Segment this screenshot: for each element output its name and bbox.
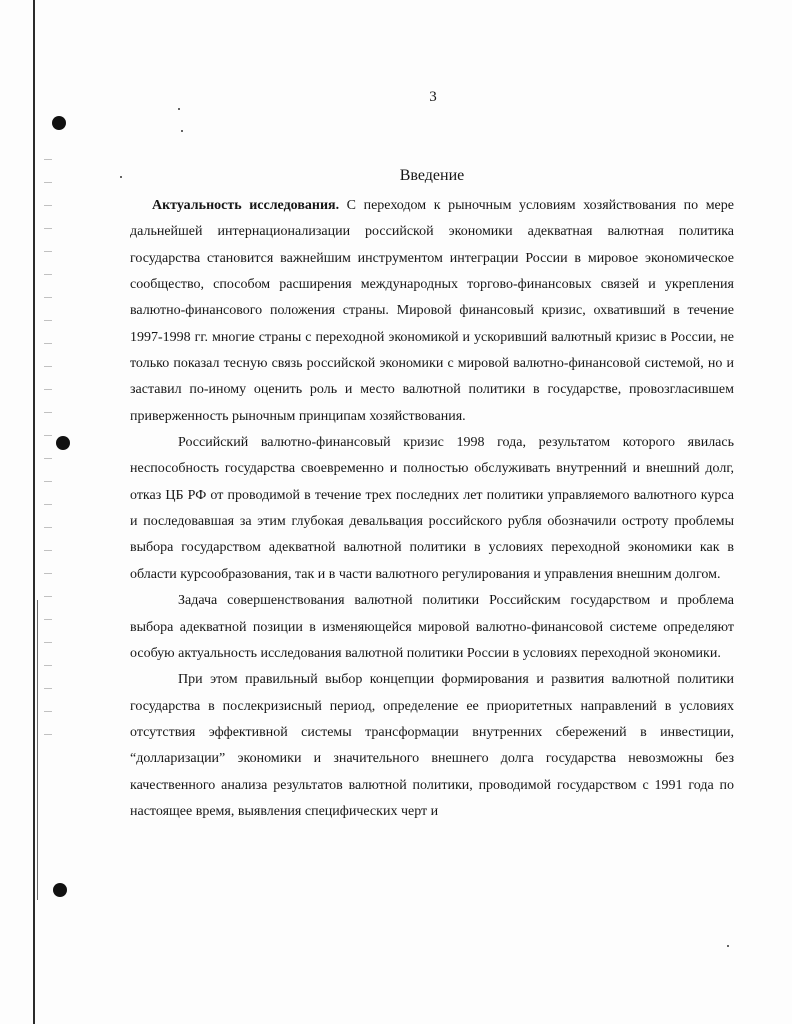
paragraph-text: С переходом к рыночным условиям хозяйствования по мере дальнейшей интернационализации российской экономики адекватная валютная политика государства становится важнейшим инструментом интеграции России в мировое экономическое сообщество, способом расширения международных торгово-финансовых связей и укрепления валютно-финансового положения страны. Мировой финансовый кризис, охвативший в течение 1997-1998 гг. многие страны с переходной экономикой и ускоривший валютный кризис в России, не только показал тесную связь российской экономики с мировой валютно-финансовой системой, но и заставил по-иному оценить роль и место валютной политики в государстве, провозгласившем приверженность рыночным принципам хозяйствования. — [130, 198, 734, 424]
scan-dust-speck — [120, 176, 122, 178]
scan-binding-specks — [44, 150, 52, 750]
binding-hole-mark — [56, 436, 70, 450]
scan-dust-speck — [181, 130, 183, 132]
paragraph — [130, 193, 734, 430]
scan-left-edge-secondary — [37, 600, 38, 900]
paragraph: Российский валютно-финансовый кризис 1998 года, результатом которого явилась неспособность государства своевременно и полностью обслуживать внутренний и внешний долг, отказ ЦБ РФ от проводимой в течение трех последних лет политики управляемого валютного курса и последовавшая за этим глубокая девальвация российского рубля обозначили остроту проблемы выбора государством адекватной валютной политики в условиях переходной экономики как в области курсообразования, так и в части валютного регулирования и управления внешним долгом. — [130, 435, 734, 582]
binding-hole-mark — [53, 883, 67, 897]
paragraph: Задача совершенствования валютной политики Российским государством и проблема выбора адекватной позиции в изменяющейся мировой валютно-финансовой системе определяют особую актуальность исследования валютной политики России в условиях переходной экономики. — [130, 593, 734, 661]
section-heading: Введение — [399, 167, 465, 184]
scan-left-edge — [33, 0, 35, 1024]
scan-dust-speck — [727, 945, 729, 947]
document-body — [130, 193, 734, 825]
page-number: 3 — [429, 89, 437, 105]
scan-dust-speck — [178, 108, 180, 110]
paragraph-lead: Актуальность исследования. — [152, 198, 340, 213]
binding-hole-mark — [52, 116, 66, 130]
paragraph: При этом правильный выбор концепции формирования и развития валютной политики государства в послекризисный период, определение ее приоритетных направлений в условиях отсутствия эффективной системы трансформации внутренних сбережений в инвестиции, “долларизации” экономики и значительного внешнего долга государства невозможны без качественного анализа результатов валютной политики, проводимой государством с 1991 года по настоящее время, выявления специфических черт и — [130, 672, 734, 819]
